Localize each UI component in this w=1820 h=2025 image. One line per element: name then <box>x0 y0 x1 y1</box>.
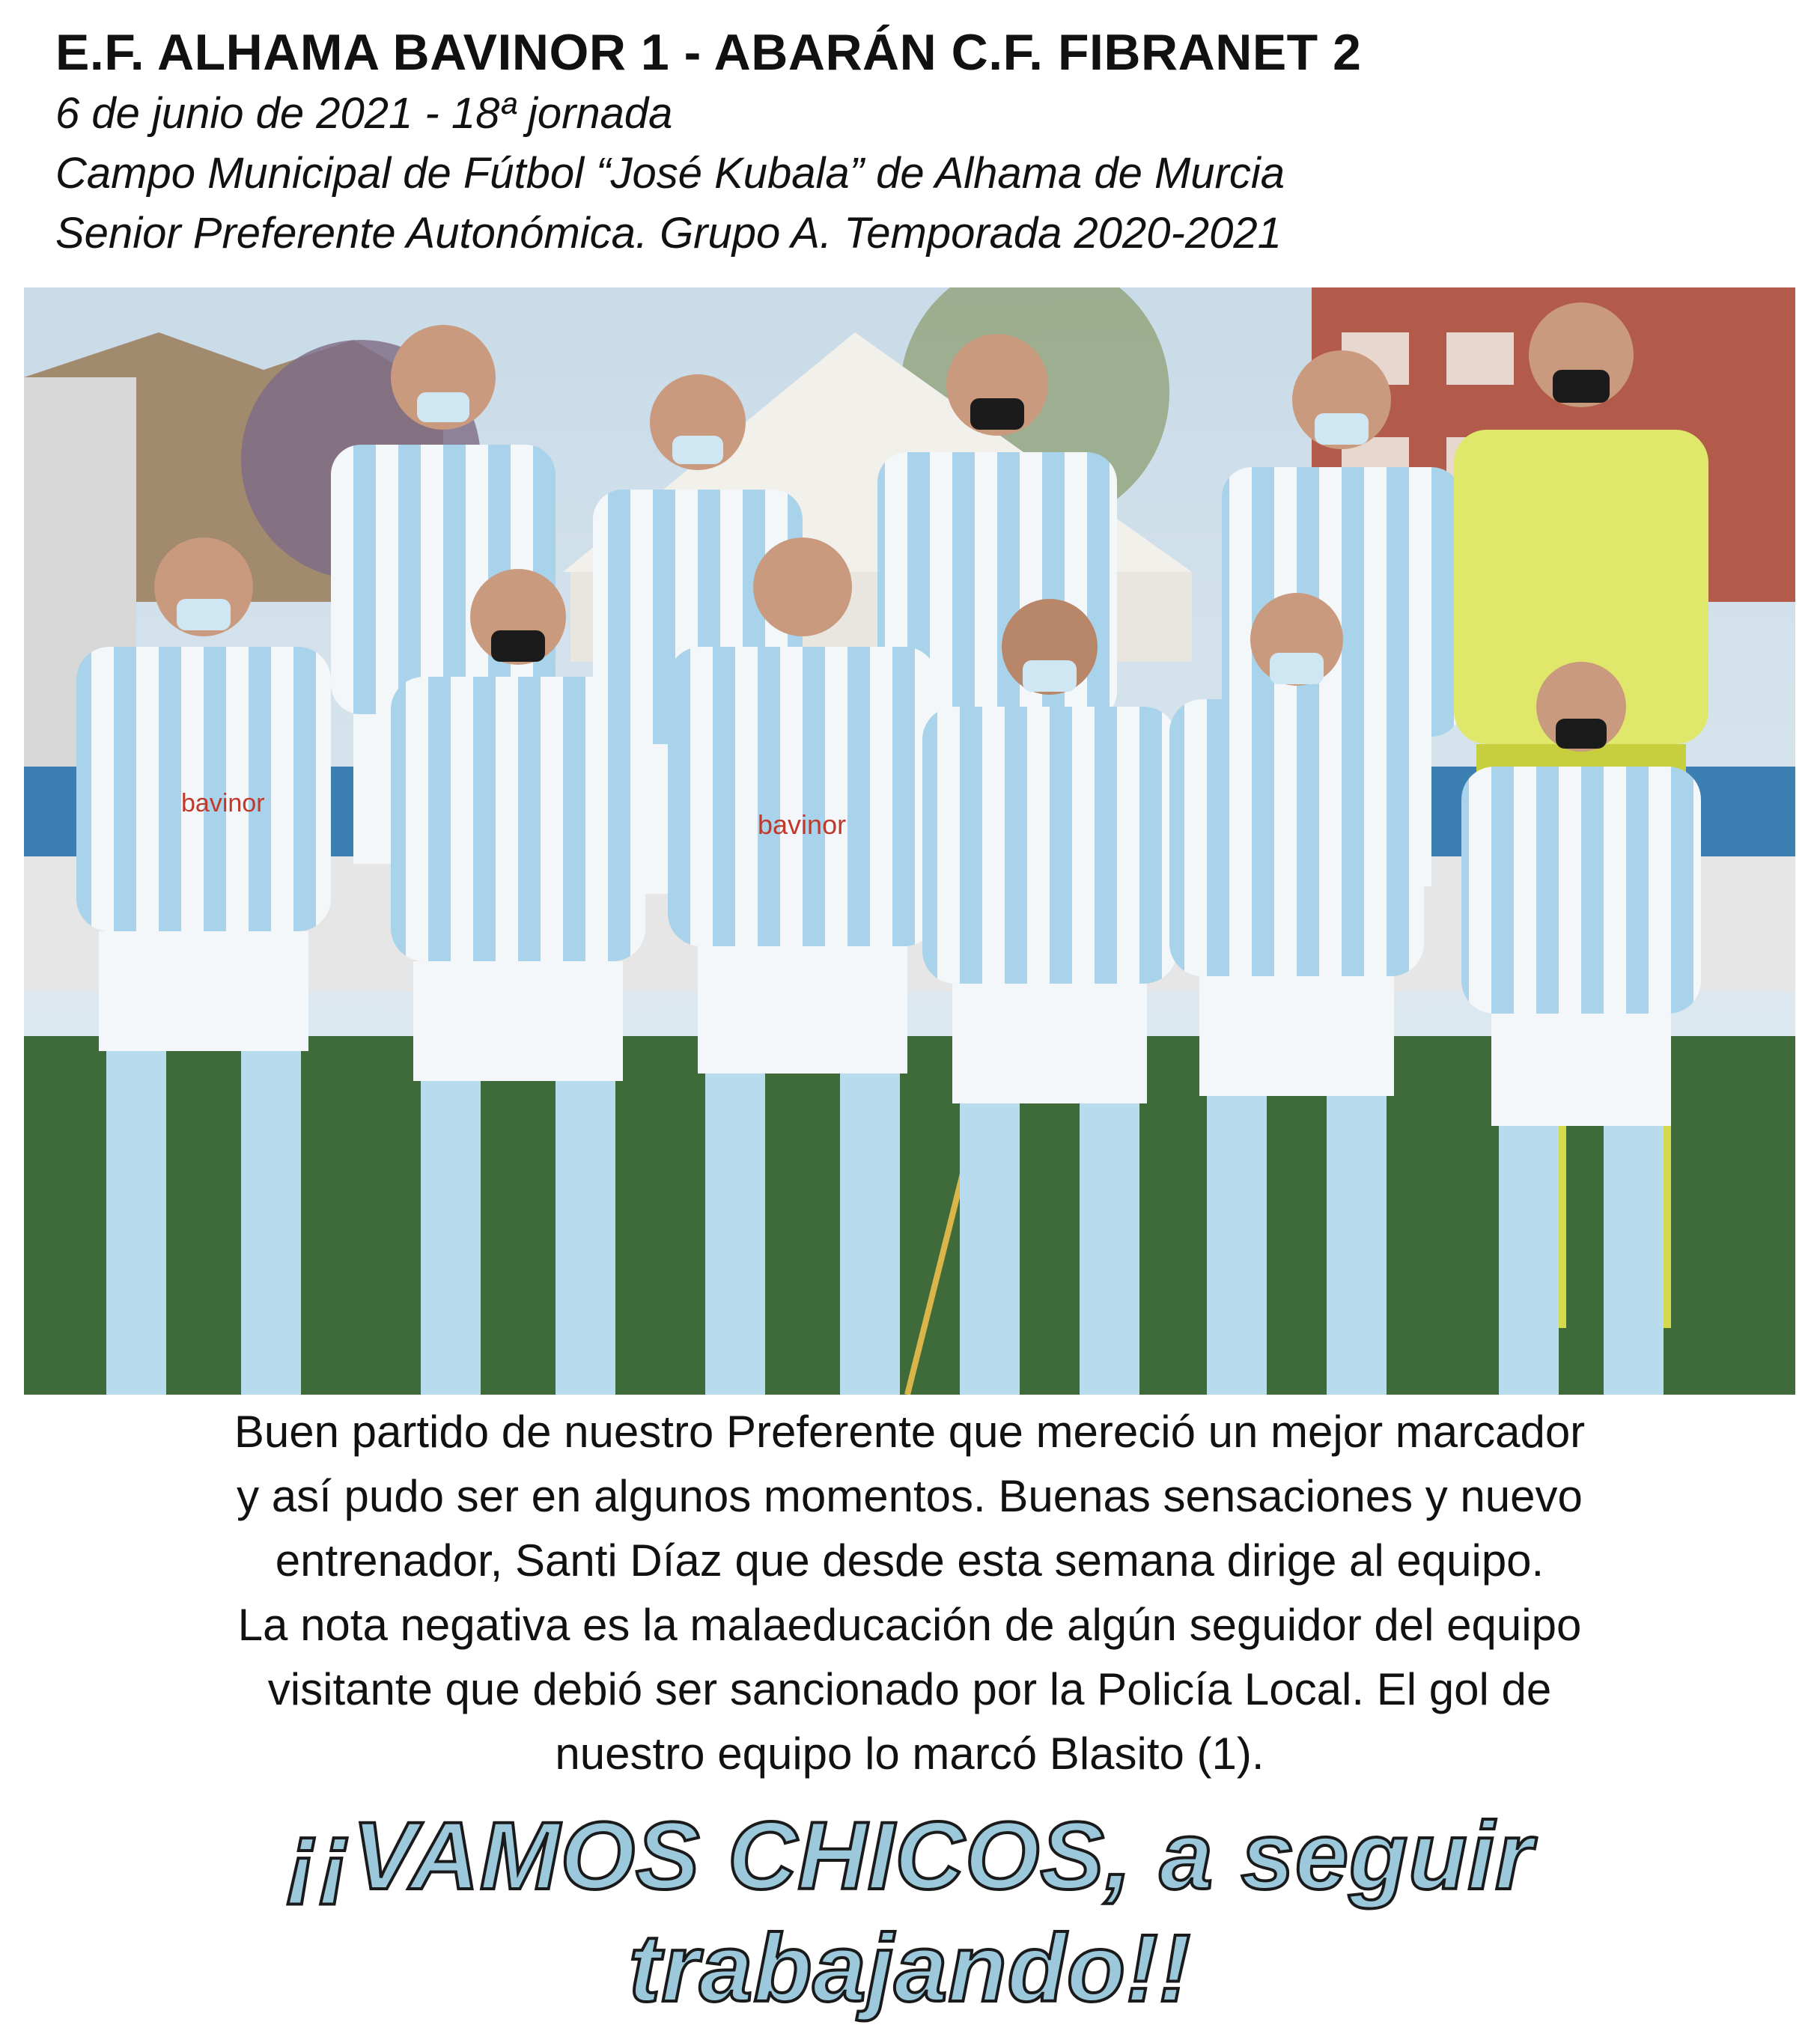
sponsor-logo-2: bavinor <box>758 809 847 840</box>
report-line: y así pudo ser en algunos momentos. Buenas sensaciones y nuevo <box>237 1471 1583 1521</box>
team-photo <box>24 287 1795 1395</box>
match-date: 6 de junio de 2021 - 18ª jornada <box>55 89 673 138</box>
report-line: visitante que debió ser sancionado por la Policía Local. El gol de <box>267 1664 1552 1714</box>
sponsor-logo: bavinor <box>181 789 265 817</box>
report-line: entrenador, Santi Díaz que desde esta semana dirige al equipo. <box>275 1535 1544 1586</box>
match-report <box>45 1400 1774 1786</box>
slogan: ¡¡VAMOS CHICOS, a seguir trabajando!! <box>287 1803 1533 2022</box>
match-competition: Senior Preferente Autonómica. Grupo A. Temporada 2020-2021 <box>55 209 1282 258</box>
report-line: La nota negativa es la malaeducación de algún seguidor del equipo <box>237 1600 1582 1650</box>
match-venue: Campo Municipal de Fútbol “José Kubala” de Alhama de Murcia <box>55 149 1285 198</box>
report-header <box>55 21 1777 264</box>
match-title: E.F. ALHAMA BAVINOR 1 - ABARÁN C.F. FIBRANET 2 <box>55 24 1362 81</box>
report-line: nuestro equipo lo marcó Blasito (1). <box>555 1729 1264 1779</box>
team-photo-illustration <box>24 287 1795 1395</box>
report-line: Buen partido de nuestro Preferente que mereció un mejor marcador <box>234 1407 1586 1457</box>
